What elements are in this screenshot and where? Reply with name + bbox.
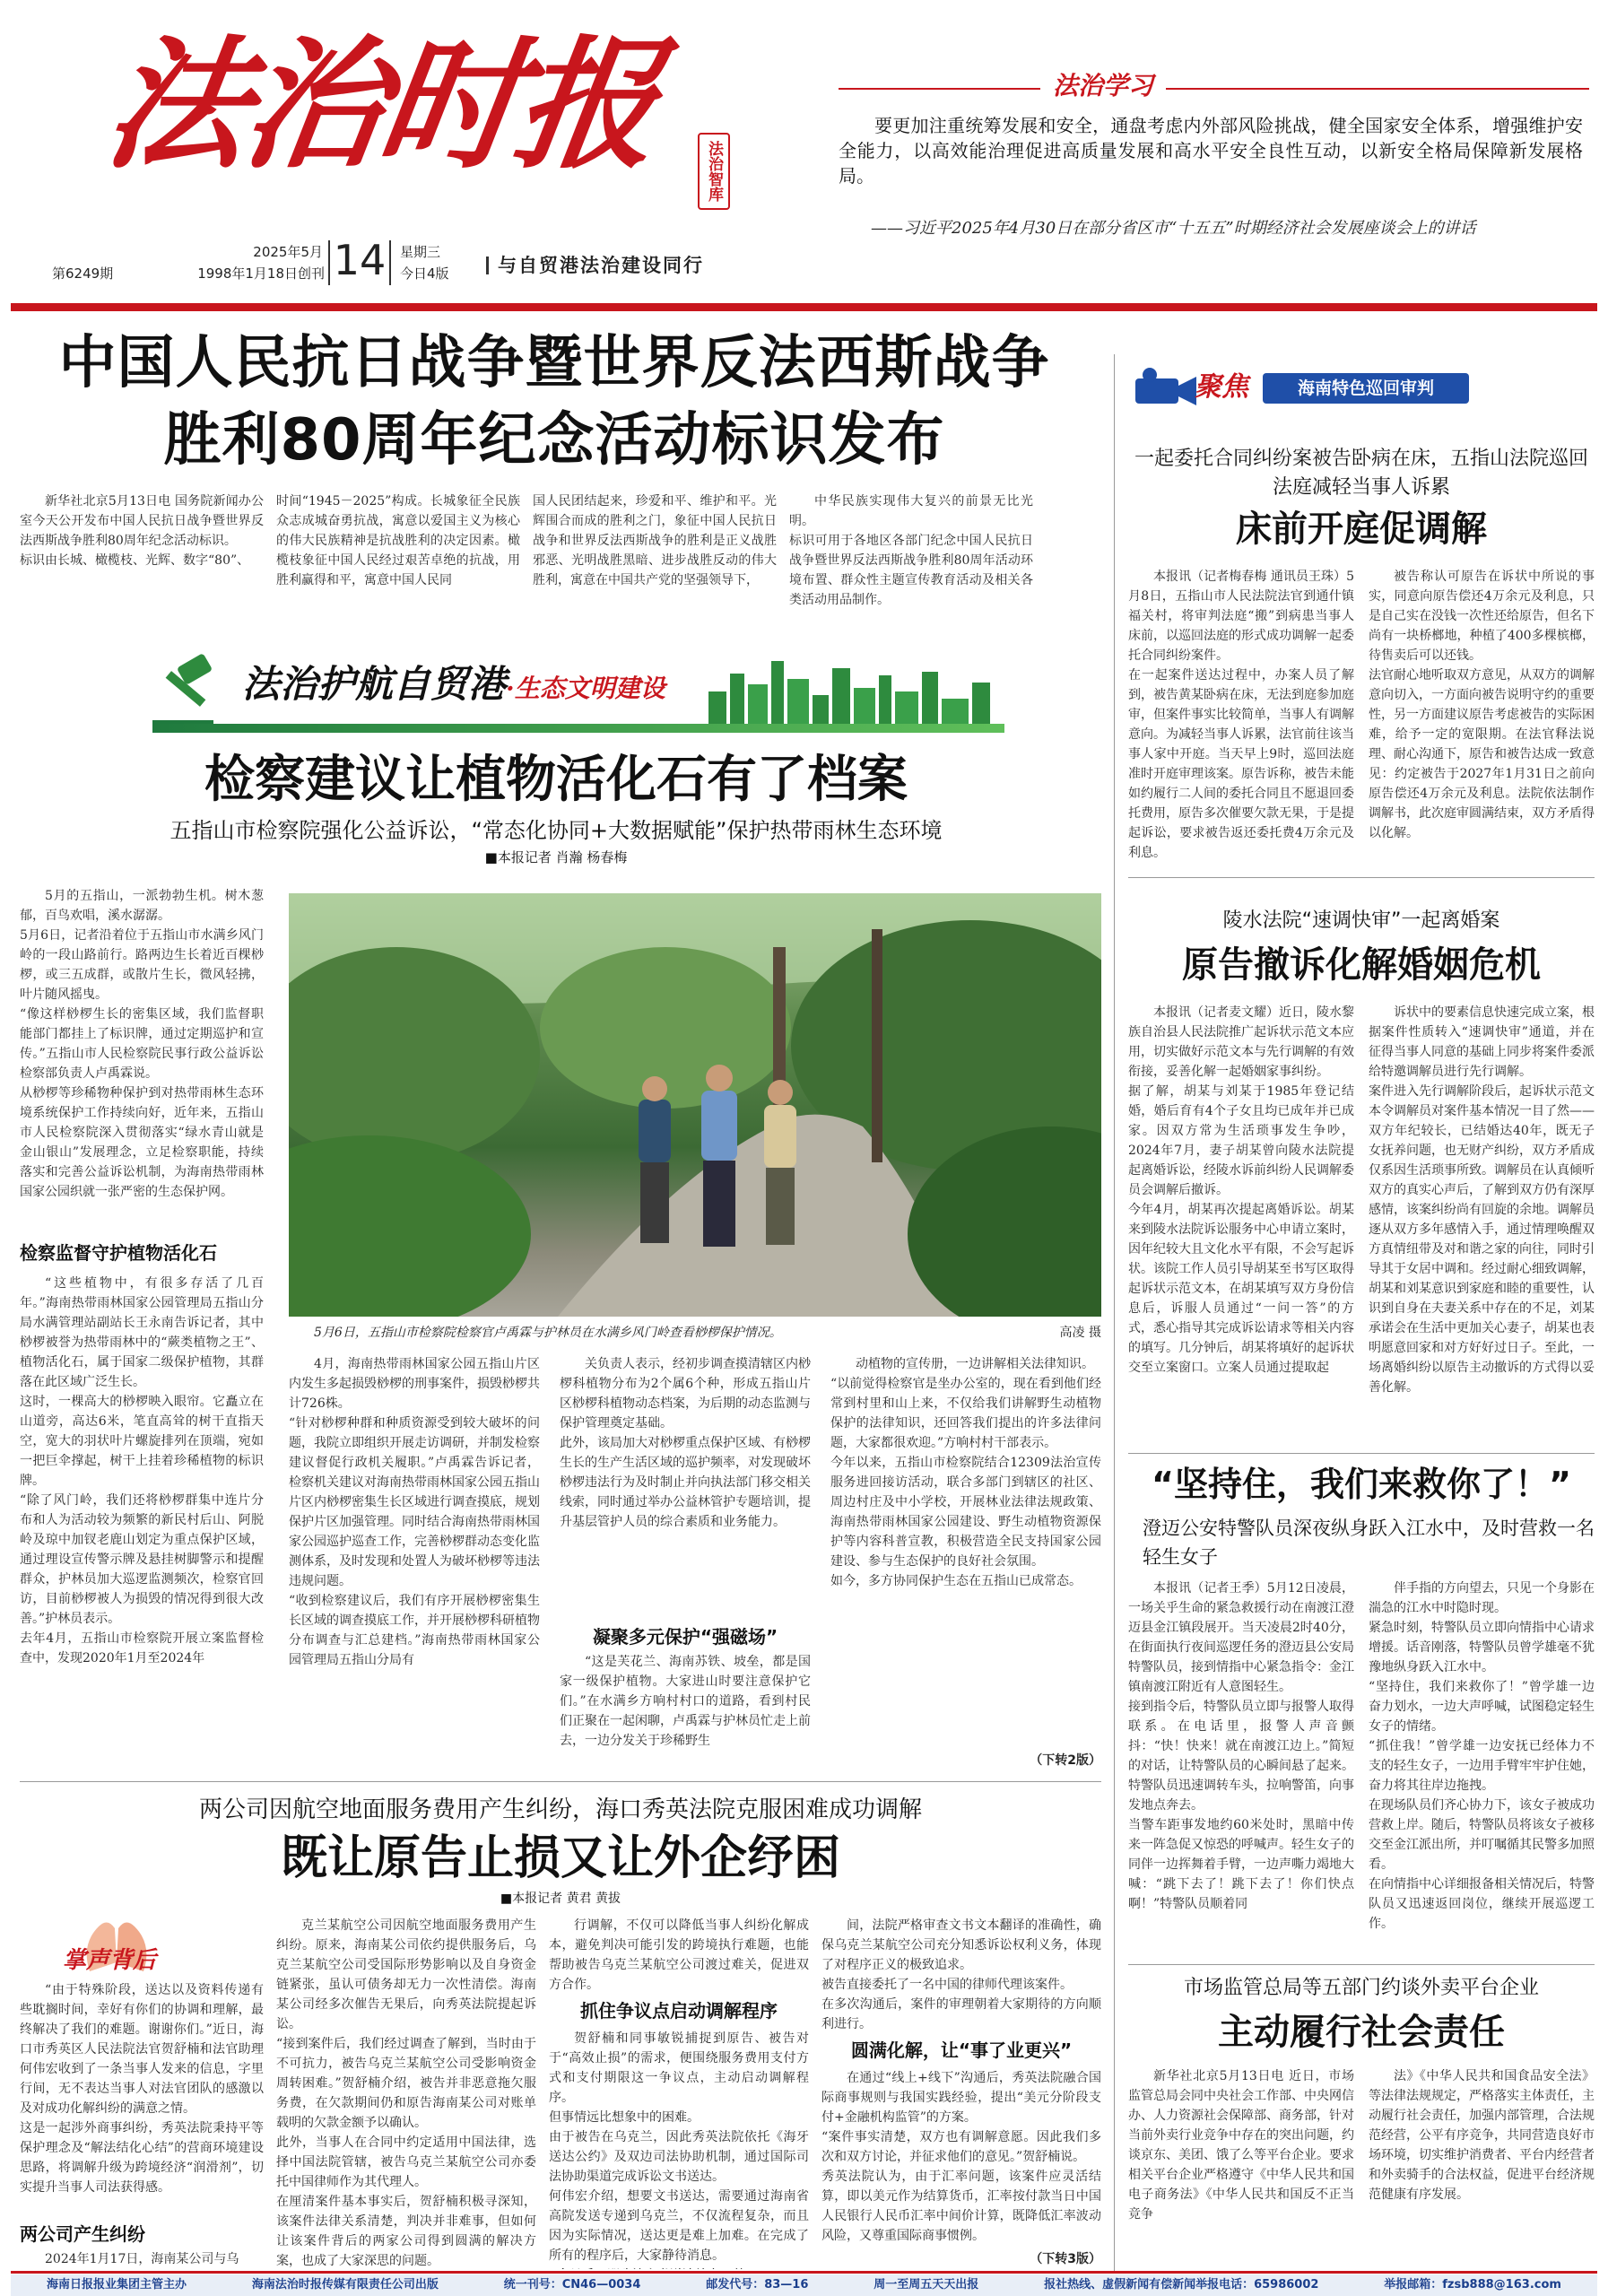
study-box	[839, 61, 1592, 294]
masthead	[0, 0, 1608, 309]
market-pre-title: 市场监管总局等五部门约谈外卖平台企业	[1183, 1977, 1539, 1999]
footer-serial: 统一刊号：CN46—0034	[503, 2278, 641, 2292]
market-col-2: 法》《中华人民共和国食品安全法》等法律法规规定，严格落实主体责任，主动履行社会责任，加强内部管理，合法规范经营，公平有序竞争，共同营造良好市场环境，切实维护消费者、平台内经营者和外卖骑手的合法权益，促进平台经济规范健康有序发展。	[1369, 2069, 1595, 2202]
fossil-photo-caption	[289, 1320, 1101, 1345]
fossil-left-col-a: 5月的五指山，一派勃勃生机。树木葱郁，百鸟欢唱，溪水潺潺。 5月6日，记者沿着位于五指山市水满乡风门岭的一段山路前行。路两边生长着近百棵桫椤，或三五成群，或散片生长，微风轻拂，叶片随风摇曳。 “像这样桫椤生长的密集区域，我们监督职能部门都挂上了标识牌，通过定期巡护和宣传。”五指山市人民检察院民事行政公益诉讼检察部负责人卢禹霖说。 从桫椤等珍稀物种保护到对热带雨林生态环境系统保护工作持续向好，近年来，五指山市人民检察院深入贯彻落实“绿水青山就是金山银山”发展理念，立足检察职能，持续落实和完善公益诉讼机制，为海南热带雨林国家公园织就一张严密的生态保护网。	[20, 889, 264, 1199]
circuit-pre-title: 一起委托合同纠纷案被告卧病在床，五指山法院巡回法庭减轻当事人诉累	[1134, 448, 1588, 499]
lead-title-line2: 胜利80周年纪念活动标识发布	[163, 407, 945, 474]
lead-col-3: 国人民团结起来，珍爱和平、维护和平。光辉围合而成的胜利之门，象征中国人民抗日战争和世界反法西斯战争的胜利是正义战胜邪恶、光明战胜黑暗、进步战胜反动的伟大胜利，寓意在中国共产党的坚强领导下，	[533, 494, 777, 587]
fossil-subhead-2: 凝聚多元保护“强磁场”	[592, 1626, 778, 1648]
circuit-col-1: 本报讯（记者梅春梅 通讯员王珠）5月8日，五指山市人民法院法官到通什镇福关村，将审判法庭“搬”到病患当事人床前，以巡回法庭的形式成功调解一起委托合同纠纷案件。 在一起案件送达过程中，办案人员了解到，被告黄某卧病在床，无法到庭参加庭审，但案件事实比较简单，当事人有调解意向。为减轻当事人诉累，法官前往该当事人家中开庭。当天早上9时，巡回法庭准时开庭审理该案。原告诉称，被告未能如约履行二人间的委托合同且不愿退回委托费用，原告多次催要欠款无果，于是提起诉讼，要求被告返还委托费4万余元及利息。	[1128, 570, 1354, 860]
airline-col-1: 克兰某航空公司因航空地面服务费用产生纠纷。原来，海南某公司依约提供服务后，乌克兰某航空公司受国际形势影响以及自身资金链紧张，虽认可债务却无力一次性清偿。海南某公司经多次催告无果后，向秀英法院提起诉讼。 “接到案件后，我们经过调查了解到，当时由于不可抗力，被告乌克兰某航空公司受影响资金周转困难。”贺舒楠介绍，被告并非恶意拖欠服务费，在欠款期间仍和原告海南某公司对账单载明的欠款金额予以确认。 此外，当事人在合同中约定适用中国法律，选择中国法院管辖，被告乌克兰某航空公司亦委托中国律师作为其代理人。 在厘清案件基本事实后，贺舒楠积极寻深知，该案件法律关系清楚，判决并非难事，但如何让该案件背后的两家公司得到圆满的解决方案，也成了大家深思的问题。	[276, 1918, 536, 2268]
zone-banner-sub: ·生态文明建设	[506, 674, 665, 703]
caption-text: 5月6日，五指山市检察院检察官卢禹霖与护林员在水满乡风门岭查看桫椤保护情况。	[314, 1326, 782, 1340]
study-label-line	[839, 88, 1040, 90]
study-label: 法治学习	[1052, 71, 1153, 100]
footer-email[interactable]: 举报邮箱：fzsb888@163.com	[1384, 2278, 1561, 2292]
fossil-mid-col-a: 4月，海南热带雨林国家公园五指山片区内发生多起损毁桫椤的刑事案件，损毁桫椤共计726株。 “针对桫椤种群和种质资源受到较大破坏的问题，我院立即组织开展走访调研，并制发检察建议督促行政机关履职。”卢禹霖告诉记者，检察机关建议对海南热带雨林国家公园五指山片区内桫椤密集生长区域进行调查摸底，规划保护片区加强管理。同时结合海南热带雨林国家公园巡护巡查工作，完善桫椤群动态变化监测体系，及时发现和处置人为破坏桫椤等违法违规问题。 “收到检察建议后，我们有序开展桫椤密集生长区域的调查摸底工作，并开展桫椤科研植物分布调查与汇总建档。”海南热带雨林国家公园管理局五指山分局有	[289, 1357, 540, 1667]
fossil-subhead-1: 检察监督守护植物活化石	[20, 1242, 217, 1264]
airline-subhead-2: 圆满化解，让“事了业更兴”	[850, 2039, 1073, 2061]
applause-text: “由于特殊阶段，送达以及资料传递有些耽搁时间，幸好有你们的协调和理解，最终解决了我们的难题。谢谢你们。”近日，海口市秀英区人民法院法官贺舒楠和法官助理何伟宏收到了一条当事人发来的信息，字里行间，无不表达当事人对法官团队的感激以及对成功化解纠纷的满意之情。 这是一起涉外商事纠纷，秀英法院秉持平等保护理念及“解法结化心结”的营商环境建设思路，将调解升级为跨境经济“润滑剂”，切实提升当事人司法获得感。	[20, 1983, 264, 2195]
circuit-banner-label: 海南特色巡回审判	[1263, 373, 1469, 404]
applause-label-box	[54, 1909, 215, 1977]
airline-col-2-top: 行调解，不仅可以降低当事人纠纷化解成本，避免判决可能引发的跨境执行难题，也能帮助被告乌克兰某航空公司渡过难关，促进双方合作。	[549, 1918, 809, 1992]
rescue-col-2: 伴手指的方向望去，只见一个身影在湍急的江水中时隐时现。 紧急时刻，特警队员立即向情指中心请求增援。话音刚落，特警队员曾学雄毫不犹豫地纵身跃入江水中。 “坚持住，我们来救你了！”曾学雄一边奋力划水，一边大声呼喊，试图稳定轻生女子的情绪。 “抓住我！”曾学雄一边安抚已经体力不支的轻生女子，一边用手臂牢牢护住她，奋力将其往岸边拖拽。 在现场队员们齐心协力下，该女子被成功营救上岸。随后，特警队员将该女子被移交至金江派出所，并叮嘱循其民警多加照看。 在向情指中心详细报备相关情况后，特警队员又迅速返回岗位，继续开展巡逻工作。	[1369, 1581, 1595, 1931]
issue-date: 2025年5月	[253, 244, 323, 260]
zone-banner-underline	[152, 724, 1004, 733]
rescue-subtitle: 澄迈公安特警队员深夜纵身跃入江水中，及时营救一名轻生女子	[1143, 1518, 1595, 1568]
masthead-rule	[11, 303, 1597, 311]
fossil-right-col: 动植物的宣传册，一边讲解相关法律知识。 “以前觉得检察官是坐办公室的，现在看到他们经常到村里和山上来，不仅给我们讲解野生动植物保护的法律知识，还回答我们提出的许多法律问题，大家都很欢迎。”方响村村干部表示。 今年以来，五指山市检察院结合12309法治宣传服务进回接访活动，联合多部门到辖区的社区、周边村庄及中小学校，开展林业法律法规政策、海南热带雨林国家公园建设、野生动植物资源保护等内容科普宣教，积极营造全民支持国家公园建设、参与生态保护的良好社会氛围。 如今，多方协同保护生态在五指山已成常态。	[830, 1357, 1101, 1588]
market-col-1: 新华社北京5月13日电 近日，市场监管总局会同中央社会工作部、中央网信办、人力资源社会保障部、商务部，针对当前外卖行业竞争中存在的突出问题，约谈京东、美团、饿了么等平台企业。要求相关平台企业严格遵守《中华人民共和国电子商务法》《中华人民共和国反不正当竞争	[1128, 2069, 1354, 2222]
masthead-seal	[698, 133, 730, 210]
airline-pre-title: 两公司因航空地面服务费用产生纠纷，海口秀英法院克服困难成功调解	[198, 1796, 922, 1823]
lead-title-line1: 中国人民抗日战争暨世界反法西斯战争	[58, 330, 1050, 396]
zone-banner	[143, 650, 1013, 740]
study-quote: 要更加注重统筹发展和安全，通盘考虑内外部风险挑战，健全国家安全体系，增强维护安全能力，以高效能治理促进高质量发展和高水平安全良性互动，以新安全格局保障新发展格局。	[839, 115, 1583, 187]
applause-subhead: 两公司产生纠纷	[20, 2223, 145, 2245]
circuit-banner-focus: 聚焦	[1195, 371, 1248, 403]
paper-logo: 法治时报	[96, 22, 665, 188]
slogan-bar	[486, 257, 489, 274]
fossil-continued: （下转2版）	[1030, 1753, 1101, 1768]
page-number: 14	[328, 240, 391, 285]
footer	[11, 2274, 1597, 2296]
divorce-divider	[1128, 1453, 1595, 1454]
fossil-photo	[289, 893, 1101, 1317]
slogan	[477, 251, 771, 280]
market-title: 主动履行社会责任	[1218, 2012, 1505, 2053]
photo-credit: 高凌 摄	[1059, 1326, 1101, 1340]
footer-postal: 邮发代号：83—16	[706, 2278, 809, 2292]
airline-byline: ■本报记者 黄君 黄拔	[500, 1892, 621, 1906]
footer-publisher: 海南法治时报传媒有限责任公司出版	[251, 2278, 439, 2292]
rescue-title: “坚持住，我们来救你了！”	[1152, 1465, 1571, 1504]
fossil-mid-col-b: 关负责人表示，经初步调查摸清辖区内桫椤科植物分布为2个属6个种，形成五指山片区桫椤科植物动态档案，为后期的动态监测与保护管理奠定基础。 此外，该局加大对桫椤重点保护区域、有桫椤生长的生产生活区域的巡护频率，对发现破坏桫椤违法行为及时制止并向执法部门移交相关线索，同时通过举办公益林管护专题培训，提升基层管护人员的综合素质和业务能力。	[560, 1357, 811, 1529]
seal-text: 法治智库	[705, 141, 723, 202]
study-label-line-right	[1166, 88, 1589, 90]
pages-today: 今日4版	[400, 265, 449, 282]
airline-title: 既让原告止损又让外企纾困	[280, 1831, 840, 1885]
issue-number: 第6249期	[52, 265, 114, 282]
applause-tail: 2024年1月17日，海南某公司与乌	[45, 2252, 239, 2266]
footer-sponsor: 海南日报报业集团主管主办	[47, 2278, 187, 2292]
fossil-mid-col-c: “这是芙花兰、海南苏铁、坡垒，都是国家一级保护植物。大家进山时要注意保护它们。”在水满乡方响村村口的道路，看到村民们正聚在一起闲聊，卢禹霖与护林员忙走上前去，一边分发关于珍稀野生	[560, 1655, 811, 1748]
lead-col-4: 中华民族实现伟大复兴的前景无比光明。 标识可用于各地区各部门纪念中国人民抗日战争暨世界反法西斯战争胜利80周年活动环境布置、群众性主题宣传教育活动及相关各类活动用品制作。	[789, 494, 1033, 607]
airline-continued: （下转3版）	[1030, 2252, 1101, 2266]
footer-frequency: 周一至周五天天出报	[874, 2278, 979, 2292]
airline-col-2-bottom: 贺舒楠和同事敏锐捕捉到原告、被告对于“高效止损”的需求，便围绕服务费用支付方式和支付期限这一争议点，主动启动调解程序。 但事情远比想象中的困难。 由于被告在乌克兰，因此秀英法院依托《海牙送达公约》及双边司法协助机制，通过国际司法协助渠道完成诉讼文书送达。 何伟宏介绍，想要文书送达，需要通过海南省高院发送专递到乌克兰，不仅流程复杂，而且因为实际情况，送达更是难上加难。在完成了所有的程序后，大家静待消息。	[549, 2031, 809, 2263]
forest-scene-icon	[289, 893, 1101, 1317]
zone-banner-title	[242, 657, 744, 711]
slogan-text: 与自贸港法治建设同行	[498, 255, 704, 276]
lead-col-1: 新华社北京5月13日电 国务院新闻办公室今天公开发布中国人民抗日战争暨世界反法西斯战争胜利80周年纪念活动标识。 标识由长城、橄榄枝、光辉、数字“80”、	[20, 494, 264, 568]
circuit-divider	[1128, 877, 1595, 878]
city-skyline-icon	[708, 656, 1004, 727]
fossil-subtitle: 五指山市检察院强化公益诉讼，“常态化协同+大数据赋能”保护热带雨林生态环境	[169, 818, 943, 843]
divorce-col-2: 诉状中的要素信息快速完成立案，根据案件性质转入“速调快审”通道，并在征得当事人同意的基础上同步将案件委派给特邀调解员进行先行调解。 案件进入先行调解阶段后，起诉状示范文本令调解员对案件基本情况一目了然——双方年纪较长，已结婚达40年，既无子女抚养问题，也无财产纠纷，双方矛盾成仅系因生活琐事所致。调解员在认真倾听双方的真实心声后，了解到双方仍有深厚感情，该案纠纷尚有回旋的余地。调解员逐从双方多年感情入手，通过情理唤醒双方真情纽带及对和谐之家的向往，同时引导其于女居中调和。经过耐心细致调解，胡某和刘某意识到家庭和睦的重要性，认识到自身在夫妻关系中存在的不足，刘某承诺会在生活中更加关心妻子，胡某也表明愿意回家和对方好好过日子。至此，一场离婚纠纷以原告主动撤诉的方式得以妥善化解。	[1369, 1005, 1595, 1395]
circuit-title: 床前开庭促调解	[1236, 509, 1487, 550]
circuit-col-2: 被告称认可原告在诉状中所说的事实，同意向原告偿还4万余元及利息，只是自己实在没钱一次性还给原告，但名下尚有一块桥榔地，种植了400多棵槟榔，待售卖后可以还钱。 法官耐心地听取双方意见，从双方的调解意向切入，一方面向被告说明守约的重要性，另一方面建议原告考虑被告的实际困难，给予一定的宽限期。在法官释法说理、耐心沟通下，原告和被告达成一致意见：约定被告于2027年1月31日之前向原告偿还4万余元及利息。法院依法制作调解书，此次庭审圆满结束，双方矛盾得以化解。	[1369, 570, 1595, 840]
rescue-col-1: 本报讯（记者王季）5月12日凌晨，一场关乎生命的紧急救援行动在南渡江澄迈县金江镇段展开。当天凌晨2时40分，在街面执行夜间巡逻任务的澄迈县公安局特警队员，接到情指中心紧急指令：金江镇南渡江附近有人意图轻生。 接到指令后，特警队员立即与报警人取得联系。在电话里，报警人声音颤抖：“快！快来！就在南渡江边上。”简短的对话，让特警队员的心瞬间悬了起来。特警队员迅速调转车头，拉响警笛，向事发地点奔去。 当警车距事发地约60米处时，黑暗中传来一阵急促又惊恐的呼喊声。轻生女子的同伴一边挥舞着手臂，一边声嘶力竭地大喊：“跳下去了！跳下去了！你们快点啊！”特警队员顺着同	[1128, 1581, 1354, 1911]
footer-rule	[11, 2271, 1597, 2274]
fossil-title: 检察建议让植物活化石有了档案	[204, 751, 908, 809]
founded-date: 1998年1月18日创刊	[197, 265, 325, 282]
airline-col-3-top: 间，法院严格审查文书文本翻译的准确性，确保乌克兰某航空公司充分知悉诉讼权利义务，体现了对程序正义的极致追求。 被告直接委托了一名中国的律师代理该案件。 在多次沟通后，案件的审理朝着大家期待的方向顺利进行。	[821, 1918, 1101, 2031]
masthead-meta	[36, 240, 771, 287]
divorce-title: 原告撤诉化解婚姻危机	[1182, 944, 1541, 986]
footer-hotline: 报社热线、虚假新闻有偿新闻举报电话：65986002	[1044, 2278, 1319, 2292]
camera-icon	[1130, 366, 1202, 411]
airline-subhead-1: 抓住争议点启动调解程序	[580, 2000, 778, 2022]
airline-col-3-bottom: 在通过“线上+线下”沟通后，秀英法院融合国际商事规则与我国实践经验，提出“美元分阶段支付+金融机构监管”的方案。 “案件事实清楚，双方也有调解意愿。因此我们多次和双方讨论，并征求他们的意见。”贺舒楠说。 秀英法院认为，由于汇率问题，该案件应灵活结算，即以美元作为结算货币，汇率按付款当日中国人民银行人民币汇率中间价计算，既降低汇率波动风险，又尊重国际商事惯例。	[821, 2071, 1101, 2243]
fossil-byline: ■本报记者 肖瀚 杨春梅	[484, 849, 628, 865]
divorce-col-1: 本报讯（记者麦文耀）近日，陵水黎族自治县人民法院推广起诉状示范文本应用，切实做好示范文本与先行调解的有效衔接，妥善化解一起婚姻家事纠纷。 据了解，胡某与刘某于1985年登记结婚，婚后育有4个子女且均已成年并已成家。因双方常为生活琐事发生争吵，2024年7月，妻子胡某曾向陵水法院提起离婚诉讼，经陵水诉前纠纷人民调解委员会调解后撤诉。 今年4月，胡某再次提起离婚诉讼。胡某来到陵水法院诉讼服务中心申请立案时，因年纪较大且文化水平有限，不会写起诉状。该院工作人员引导胡某至书写区取得起诉状示范文本，在胡某填写双方身份信息后，诉服人员通过“一问一答”的方式，悉心指导其完成诉讼请求等相关内容的填写。几分钟后，胡某将填好的起诉状交至立案窗口。立案人员通过提取起	[1128, 1005, 1354, 1375]
circuit-banner	[1130, 361, 1525, 416]
left-section-divider	[20, 1781, 1101, 1782]
weekday: 星期三	[400, 244, 441, 260]
fossil-left-col-b: “这些植物中，有很多存活了几百年。”海南热带雨林国家公园管理局五指山分局水满管理站副站长王永南告诉记者，其中桫椤被誉为热带雨林中的“蕨类植物之王”、植物活化石，属于国家二级保护植物，其群落在此区域广泛生长。 这时，一棵高大的桫椤映入眼帘。它矗立在山道旁，高达6米，笔直高耸的树干直指天空，宽大的羽状叶片螺旋排列在顶端，宛如一把巨伞撑起，树干上挂着珍稀植物的标识牌。 “除了风门岭，我们还将桫椤群集中连片分布和人为活动较为频繁的新民村后山、阿脱岭及琼中加钗老鹿山划定为重点保护区域，通过理设宣传警示牌及悬挂树脚警示和提醒群众，护林员加大巡逻监测频次，检察官回访，目前桫椤被人为损毁的情况得到很大改善。”护林员表示。 去年4月，五指山市检察院开展立案监督检查中，发现2020年1月至2024年	[20, 1276, 264, 1665]
rescue-divider	[1128, 1964, 1595, 1965]
applause-label: 掌声背后	[63, 1947, 157, 1974]
zone-banner-main: 法治护航自贸港	[242, 662, 507, 706]
lead-col-2: 时间“1945－2025”构成。长城象征全民族众志成城奋勇抗战，寓意以爱国主义为核心的伟大民族精神是抗战胜利的决定因素。橄榄枝象征中国人民经过艰苦卓绝的抗战，用胜利赢得和平，寓意中国人民同	[276, 494, 520, 587]
column-divider	[1114, 354, 1115, 2274]
study-source: ——习近平2025年4月30日在部分省区市“十五五”时期经济社会发展座谈会上的讲话	[871, 219, 1476, 238]
divorce-pre-title: 陵水法院“速调快审”一起离婚案	[1222, 909, 1500, 932]
